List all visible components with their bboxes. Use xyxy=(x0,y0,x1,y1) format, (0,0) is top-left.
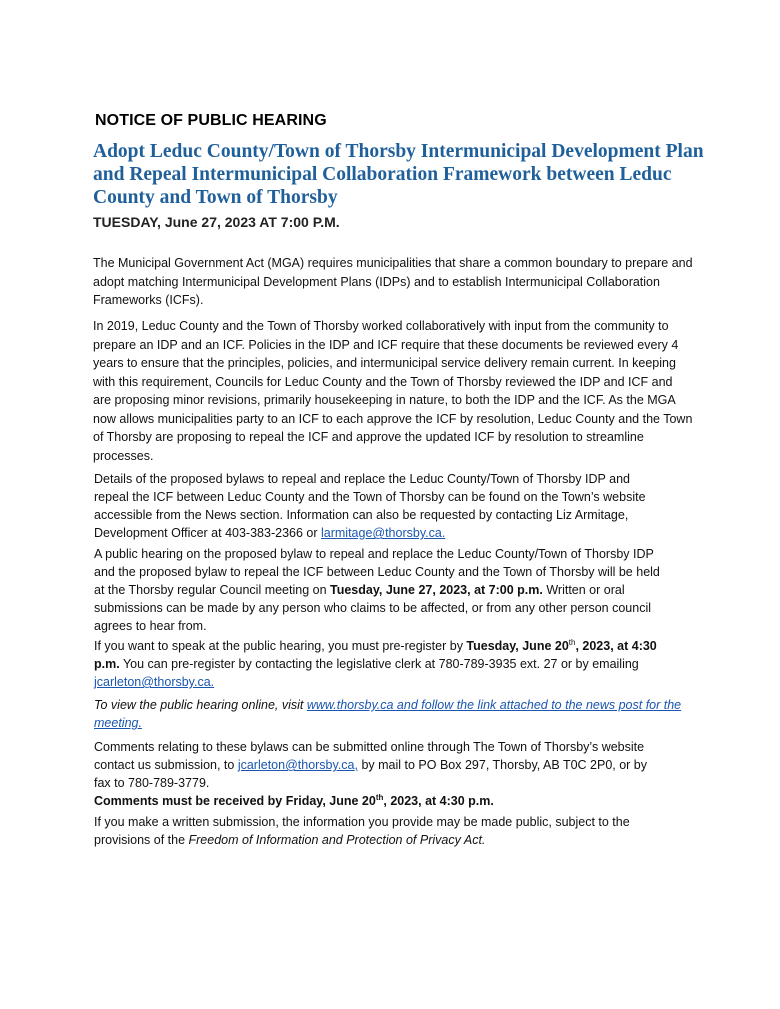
preregister-text-2: You can pre-register by contacting the legislative clerk at 780-789-3935 ext. 27 or by emailing xyxy=(119,657,639,671)
email-link-carleton-comments[interactable]: jcarleton@thorsby.ca, xyxy=(237,758,358,772)
email-link-carleton[interactable]: jcarleton@thorsby.ca. xyxy=(94,675,215,689)
deadline-bold-2: , 2023, at 4:30 p.m. xyxy=(383,794,494,808)
paragraph-history: In 2019, Leduc County and the Town of Thorsby worked collaboratively with input from the community to prepare an IDP and an ICF. Policies in the IDP and ICF require that these documents be reviewed every 4 years to ensure that the principles, policies, and intermunicipal service delivery remain current. In keeping with this requirement, Councils for Leduc County and the Town of Thorsby reviewed the IDP and ICF and are proposing minor revisions, primarily housekeeping in nature, to both the IDP and the ICF. As the MGA now allows municipalities party to an ICF to each approve the ICF by resolution, Leduc County and the Town of Thorsby are proposing to repeal the ICF and approve the updated ICF by resolution to streamline processes. xyxy=(93,319,693,463)
privacy-act-name: Freedom of Information and Protection of Privacy Act. xyxy=(188,833,486,847)
preregister-date-sup: th xyxy=(568,637,576,647)
deadline-bold-1: Comments must be received by Friday, June 20 xyxy=(94,794,376,808)
online-text: To view the public hearing online, visit xyxy=(94,698,307,712)
comments-text-1: Comments relating to these bylaws can be submitted online through The Town of Thorsby’s website contact us submission, to xyxy=(94,740,645,772)
paragraph-online xyxy=(94,696,690,732)
preregister-date-bold-1: Tuesday, June 20 xyxy=(466,639,569,653)
paragraph-details xyxy=(94,470,664,542)
privacy-text: If you make a written submission, the information you provide may be made public, subject to the provisions of the xyxy=(94,815,630,847)
email-link-armitage[interactable]: larmitage@thorsby.ca. xyxy=(320,526,446,540)
website-link-text: www.thorsby.ca and follow the link attached to the news post for the meeting. xyxy=(94,698,682,730)
paragraph-hearing xyxy=(94,545,664,635)
preregister-text-1: If you want to speak at the public hearing, you must pre-register by xyxy=(94,639,467,653)
preregister-date-bold-2: , 2023, at 4:30 p.m. xyxy=(94,639,657,671)
paragraph-deadline xyxy=(94,792,664,810)
deadline-sup: th xyxy=(375,792,384,802)
paragraph-mga: The Municipal Government Act (MGA) requires municipalities that share a common boundary to prepare and adopt matching Intermunicipal Development Plans (IDPs) and to establish Intermunicipal Collaboration Frameworks (ICFs). xyxy=(93,256,693,307)
comments-text-2: by mail to PO Box 297, Thorsby, AB T0C 2P0, or by fax to 780-789-3779. xyxy=(94,758,648,790)
hearing-text-1: A public hearing on the proposed bylaw to repeal and replace the Leduc County/Town of Thorsby IDP and the proposed bylaw to repeal the ICF between Leduc County and the Town of Thorsby will be held at the Thorsby regular Council meeting on xyxy=(94,547,660,597)
paragraph-preregister xyxy=(94,637,664,691)
notice-heading: NOTICE OF PUBLIC HEARING xyxy=(95,112,327,129)
paragraph-comments xyxy=(94,738,664,792)
hearing-date: TUESDAY, June 27, 2023 AT 7:00 P.M. xyxy=(93,214,340,230)
document-title: Adopt Leduc County/Town of Thorsby Intermunicipal Development Plan and Repeal Intermunicipal Collaboration Framework between Leduc County and Town of Thorsby xyxy=(93,141,704,208)
paragraph-privacy xyxy=(94,813,664,849)
hearing-text-2: Written or oral submissions can be made by any person who claims to be affected, or from any other person council agrees to hear from. xyxy=(94,583,652,633)
details-text: Details of the proposed bylaws to repeal and replace the Leduc County/Town of Thorsby IDP and repeal the ICF between Leduc County and the Town of Thorsby can be found on the Town’s website accessible from the News section. Information can also be requested by contacting Liz Armitage, Development Officer at 403-383-2366 or xyxy=(94,472,646,540)
hearing-date-bold: Tuesday, June 27, 2023, at 7:00 p.m. xyxy=(330,583,543,597)
